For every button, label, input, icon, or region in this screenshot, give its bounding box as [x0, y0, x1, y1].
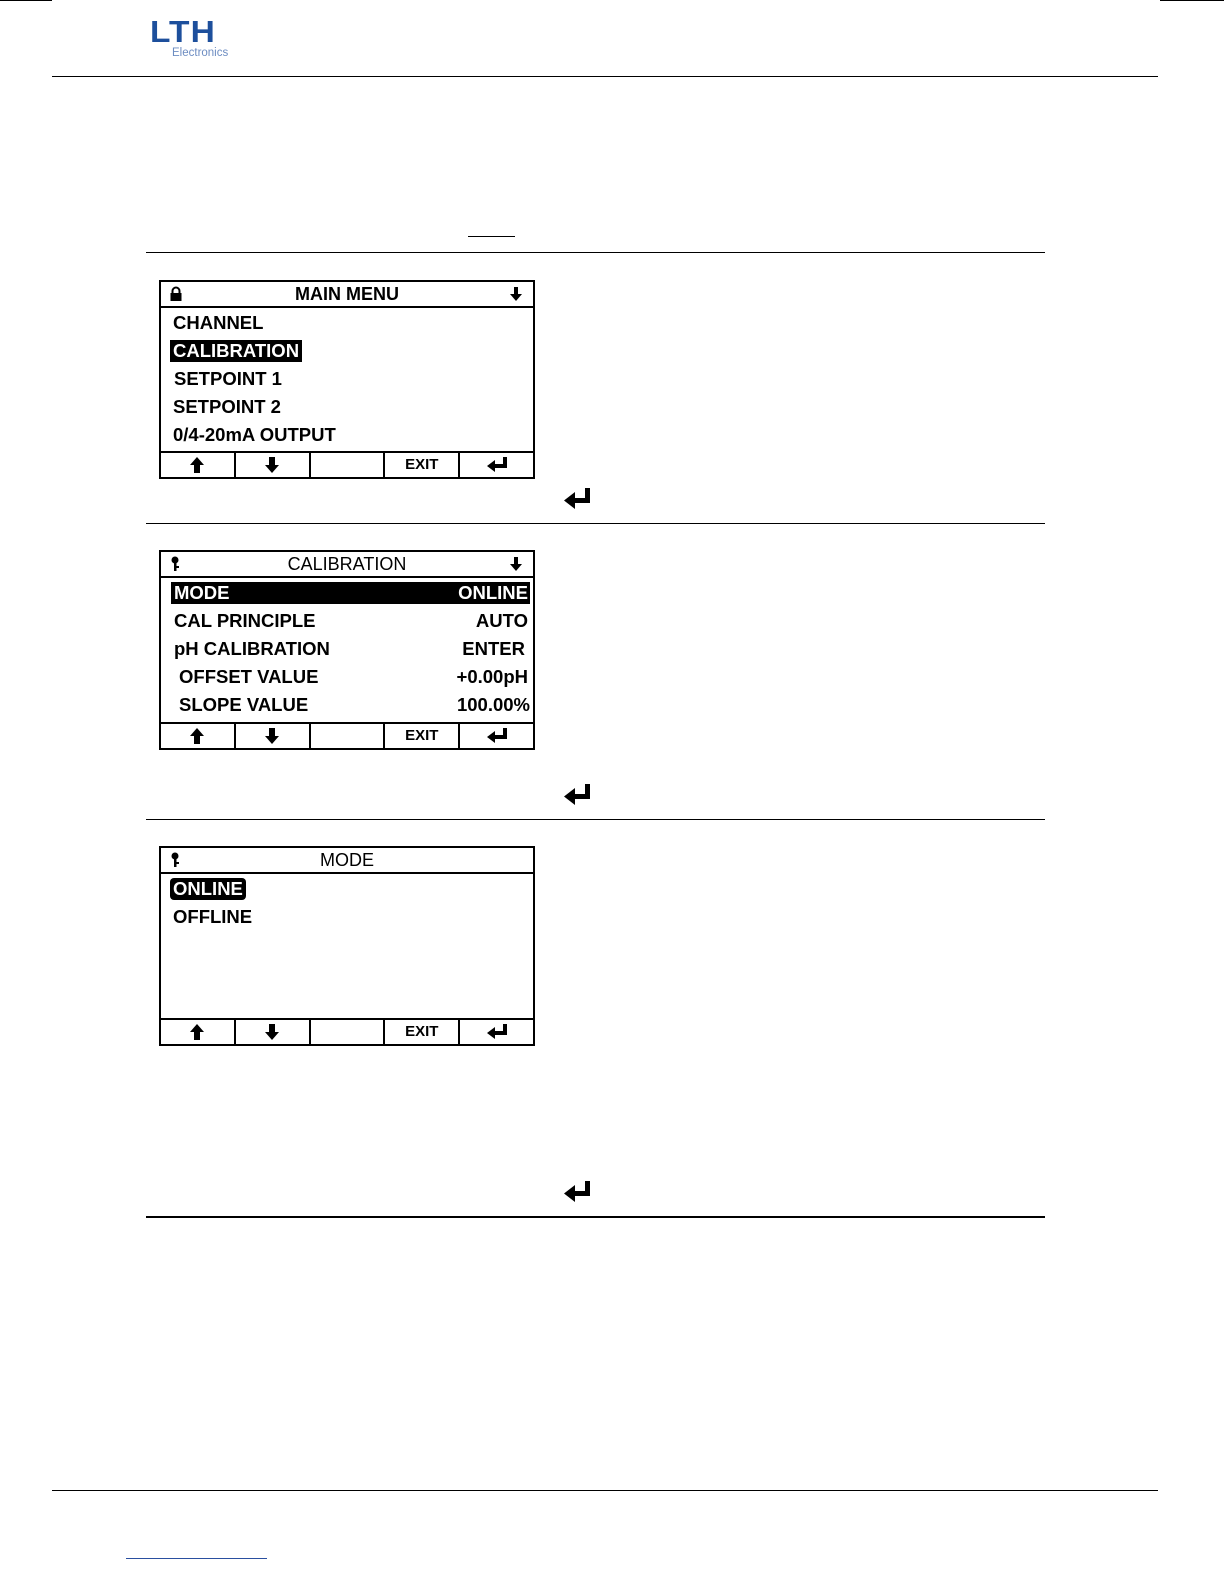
enter-icon	[562, 487, 592, 511]
softkey-blank[interactable]	[309, 724, 384, 748]
down-arrow-icon	[264, 727, 280, 745]
scroll-down-indicator-icon	[509, 286, 523, 302]
softkey-enter[interactable]	[458, 724, 533, 748]
cal-row-mode[interactable]: MODE ONLINE	[161, 579, 533, 607]
softkey-bar	[161, 722, 533, 748]
softkey-blank[interactable]	[309, 1020, 384, 1044]
softkey-up[interactable]	[161, 724, 234, 748]
lcd-screen-calibration	[159, 550, 535, 750]
menu-item-setpoint-2[interactable]: SETPOINT 2	[173, 396, 281, 417]
section-rule-3	[146, 819, 1045, 820]
up-arrow-icon	[189, 1023, 205, 1041]
softkey-up[interactable]	[161, 453, 234, 477]
mode-option-online[interactable]: ONLINE	[161, 875, 533, 903]
menu-item-output[interactable]: 0/4-20mA OUTPUT	[173, 424, 336, 445]
screen-title-bar	[161, 552, 533, 578]
footer-link-underline	[126, 1558, 267, 1559]
lcd-screen-main-menu	[159, 280, 535, 479]
screen-title: MAIN MENU	[295, 284, 399, 304]
down-arrow-icon	[264, 1023, 280, 1041]
key-icon	[169, 556, 183, 572]
crop-mark-left	[0, 0, 52, 1]
cal-row-offset-value[interactable]: OFFSET VALUE +0.00pH	[179, 666, 528, 687]
softkey-bar	[161, 1018, 533, 1044]
scroll-down-indicator-icon	[509, 556, 523, 572]
cal-row-ph-calibration[interactable]: pH CALIBRATION ENTER	[174, 638, 525, 659]
screen-title-bar	[161, 848, 533, 874]
menu-item-calibration[interactable]: CALIBRATION	[161, 337, 533, 365]
enter-icon	[485, 456, 509, 474]
softkey-enter[interactable]	[458, 1020, 533, 1044]
softkey-down[interactable]	[234, 453, 309, 477]
softkey-up[interactable]	[161, 1020, 234, 1044]
menu-item-setpoint-1[interactable]: SETPOINT 1	[174, 368, 282, 389]
key-icon	[169, 852, 183, 868]
underline-mark	[468, 236, 515, 237]
softkey-enter[interactable]	[458, 453, 533, 477]
lcd-screen-mode	[159, 846, 535, 1046]
down-arrow-icon	[264, 456, 280, 474]
cal-row-cal-principle[interactable]: CAL PRINCIPLE AUTO	[174, 610, 528, 631]
logo-mark: LTH	[150, 14, 216, 49]
footer-rule	[52, 1490, 1158, 1491]
softkey-exit[interactable]: EXIT	[383, 724, 458, 748]
crop-mark-right	[1160, 0, 1224, 1]
screen-title: MODE	[320, 850, 374, 870]
lock-icon	[169, 286, 183, 302]
softkey-blank[interactable]	[309, 453, 384, 477]
softkey-down[interactable]	[234, 724, 309, 748]
enter-icon	[562, 1180, 592, 1204]
section-rule-4	[146, 1216, 1045, 1218]
softkey-down[interactable]	[234, 1020, 309, 1044]
screen-title: CALIBRATION	[287, 554, 407, 574]
up-arrow-icon	[189, 456, 205, 474]
enter-icon	[485, 1023, 509, 1041]
softkey-bar	[161, 451, 533, 477]
section-rule-2	[146, 523, 1045, 524]
up-arrow-icon	[189, 727, 205, 745]
section-rule-1	[146, 252, 1045, 253]
lth-logo	[150, 16, 240, 64]
screen-title-bar	[161, 282, 533, 308]
enter-icon	[485, 727, 509, 745]
enter-icon	[562, 783, 592, 807]
softkey-exit[interactable]: EXIT	[383, 453, 458, 477]
mode-option-offline[interactable]: OFFLINE	[173, 906, 253, 927]
softkey-exit[interactable]: EXIT	[383, 1020, 458, 1044]
logo-subtitle: Electronics	[172, 47, 229, 59]
header-rule	[52, 76, 1158, 77]
menu-item-channel[interactable]: CHANNEL	[173, 312, 264, 333]
cal-row-slope-value[interactable]: SLOPE VALUE 100.00%	[179, 694, 530, 715]
